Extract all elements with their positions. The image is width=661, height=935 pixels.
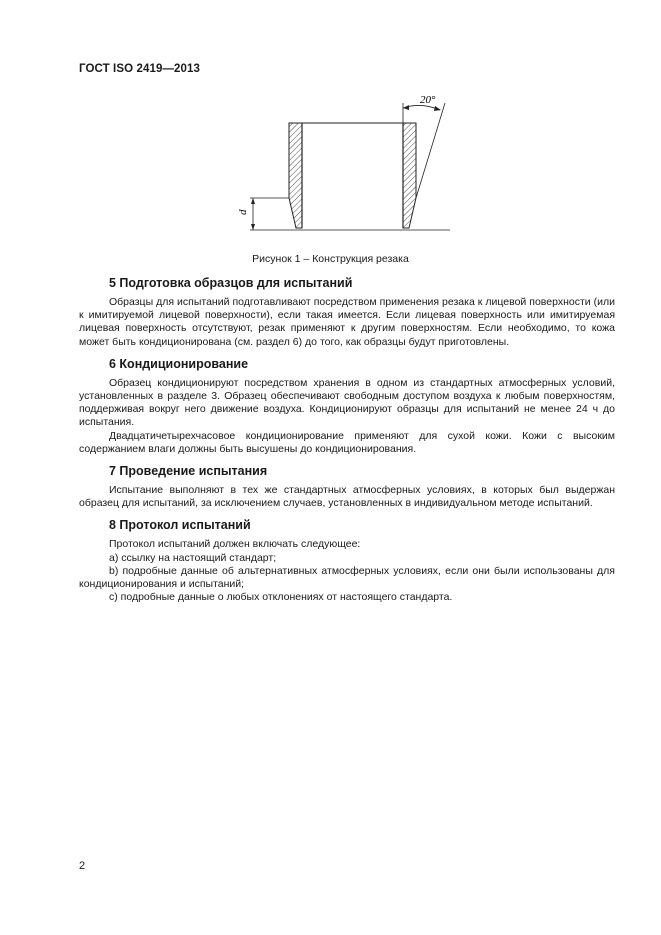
paragraph: Образец кондиционируют посредством хранения в одном из стандартных атмосферных условий, установленных в разделе 3. Образец обеспечивают свободным доступом воздуха к любым поверхностям, поддерживая вокруг него движение воздуха. Кондиционируют образцы для испытаний не менее 24 ч до испытания. [79,376,615,429]
document-code: ГОСТ ISO 2419—2013 [79,63,201,75]
cutter-drawing [220,88,460,248]
figure-caption: Рисунок 1 – Конструкция резака [252,253,409,265]
list-item: a) ссылку на настоящий стандарт; [109,551,277,564]
section-8 [79,518,615,604]
page-number: 2 [79,860,86,872]
cutter-right-wall [403,123,416,228]
section-6 [79,357,615,456]
paragraph: Образцы для испытаний подготавливают посредством применения резака к лицевой поверхности (или к имитируемой лицевой поверхности), если такая имеется. Если лицевая поверхность или имитируемая лицевая поверхность отсутствуют, резак применяют к другим поверхностям. Если необходимо, то кожа может быть кондиционирована (см. раздел 6) до того, как образцы будут приготовлены. [79,296,615,348]
section-title: 6 Кондиционирование [109,356,249,371]
section-title: 7 Проведение испытания [109,464,268,479]
section-title: 8 Протокол испытаний [109,518,251,533]
angle-label: 20° [420,94,436,106]
dimension-d-label: d [237,209,249,215]
section-title: 5 Подготовка образцов для испытаний [109,276,353,290]
paragraph: Двадцатичетырехчасовое кондиционирование применяют для сухой кожи. Кожи с высоким содержанием влаги должны быть высушены до кондиционирования. [79,429,615,455]
paragraph: Испытание выполняют в тех же стандартных атмосферных условиях, в которых был выдержан образец для испытаний, за исключением случаев, установленных в индивидуальном методе испытаний. [79,484,615,510]
list-item: b) подробные данные об альтернативных атмосферных условиях, если они были использованы для кондиционирования и испытаний; [79,564,615,591]
list-item: c) подробные данные о любых отклонениях от настоящего стандарта. [109,591,453,604]
cutter-left-wall [289,123,302,228]
angle-line [416,103,445,198]
section-5 [79,276,615,349]
section-7 [79,464,615,510]
paragraph: Протокол испытаний должен включать следующее: [109,538,361,551]
document-body [79,276,615,612]
